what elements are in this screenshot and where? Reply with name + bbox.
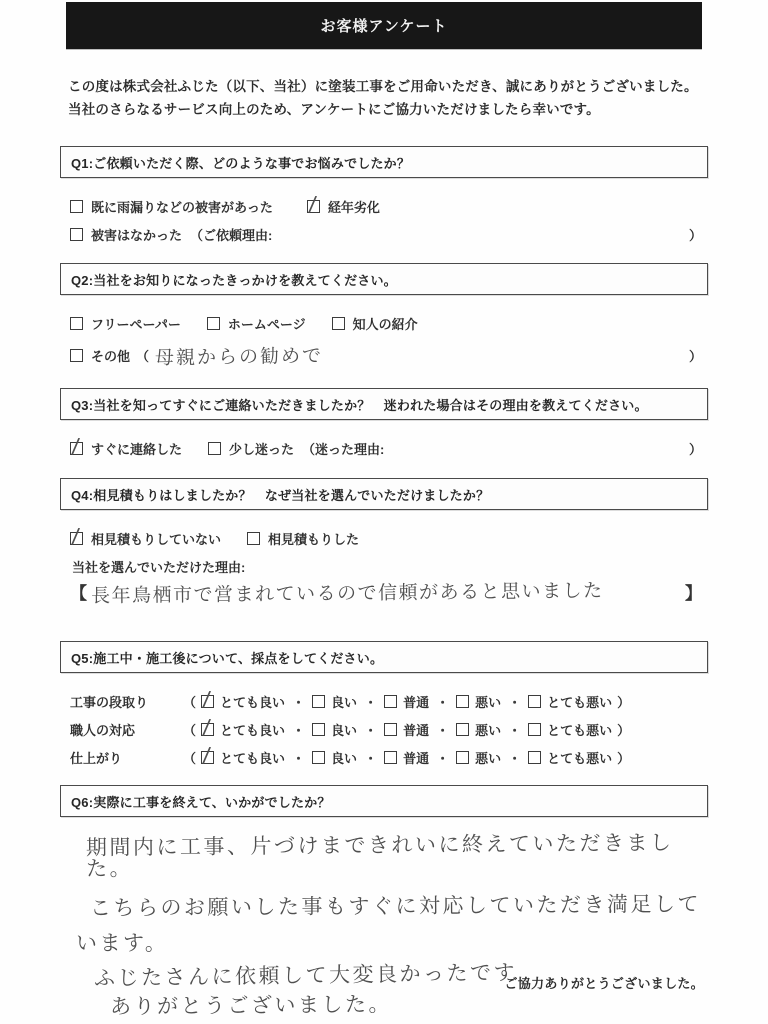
q4-option-no-other-quotes [70, 523, 222, 549]
q5-row3-bad-checkbox[interactable] [456, 751, 469, 764]
q5-row3-very-good-checkbox[interactable] [201, 742, 214, 768]
separator-dot: ・ [364, 750, 378, 766]
q5-row3-good [312, 748, 357, 767]
q2-option-referral-label: 知人の紹介 [352, 316, 418, 332]
q4-bracket-open: 【 [70, 583, 87, 603]
q5-row1-very-bad [528, 692, 612, 711]
q5-body [60, 673, 708, 767]
q2-other-checkbox[interactable] [70, 349, 83, 362]
question-q4 [60, 478, 708, 605]
q3-body [60, 420, 708, 458]
q6-handwritten-line-2: こちらのお願いした事もすぐに対応していただき満足して [89, 891, 702, 921]
q5-rating-label: 良い [331, 750, 358, 766]
q2-body [60, 295, 708, 369]
q2-other-open-paren: （ [136, 348, 150, 364]
q5-row-finish [70, 742, 702, 768]
q1-close-paren: ） [688, 227, 702, 243]
q5-row1-label: 工事の段取り [70, 694, 149, 710]
header-bar [66, 2, 702, 49]
separator-dot: ・ [508, 694, 522, 710]
q1-option-damage [70, 197, 273, 216]
q1-no-damage-checkbox[interactable] [70, 228, 83, 241]
q3-option-hesitated [208, 439, 294, 458]
q5-row2-good-checkbox[interactable] [312, 723, 325, 736]
q4-body [60, 510, 708, 605]
q6-handwritten-line-3: います。 [76, 930, 169, 955]
q1-reason-label: （ご依頼理由: [190, 227, 273, 243]
checkmark: / [201, 686, 212, 712]
q5-row3-open-paren: （ [183, 750, 197, 766]
q3-option-contacted-immediately [70, 433, 183, 459]
q5-row2-very-bad [528, 720, 612, 739]
question-q5 [60, 641, 708, 767]
q5-row2-very-bad-checkbox[interactable] [528, 723, 541, 736]
q5-row3-very-bad-checkbox[interactable] [528, 751, 541, 764]
q5-row-scheduling [70, 686, 702, 712]
q5-row2-very-good [201, 714, 286, 740]
q1-options-row-2 [70, 225, 702, 244]
q5-row3-bad [456, 748, 501, 767]
q2-option-other-label: その他 [91, 348, 131, 364]
q2-option-free-paper-label: フリーペーパー [91, 316, 181, 332]
q3-option-immediately-label: すぐに連絡した [91, 441, 183, 457]
q5-rating-label: とても良い [220, 750, 286, 766]
q2-other-close-paren: ） [688, 348, 702, 364]
checkmark: / [307, 191, 318, 217]
q2-option-referral [332, 314, 418, 333]
intro-line-2: 当社のさらなるサービス向上のため、アンケートにご協力いただけましたら幸いです。 [68, 101, 600, 117]
page-title: お客様アンケート [320, 18, 448, 35]
q5-row-workers [70, 714, 702, 740]
q2-free-paper-checkbox[interactable] [70, 317, 83, 330]
q5-row2-label: 職人の対応 [70, 722, 136, 738]
q1-title: Q1:ご依頼いただく際、どのような事でお悩みでしたか？ [71, 155, 411, 171]
separator-dot: ・ [436, 750, 450, 766]
q5-row1-good-checkbox[interactable] [312, 695, 325, 708]
q5-row1-normal [384, 692, 429, 711]
q5-title-box [60, 641, 708, 673]
q4-got-quotes-checkbox[interactable] [247, 532, 260, 545]
q1-body [60, 178, 708, 244]
separator-dot: ・ [292, 750, 306, 766]
q5-title: Q5:施工中・施工後について、採点をしてください。 [71, 650, 384, 666]
q5-row2-close-paren: ） [617, 722, 631, 738]
question-q2 [60, 263, 708, 369]
q4-reason-label: 当社を選んでいただけた理由: [72, 559, 246, 575]
q3-close-paren: ） [688, 441, 702, 457]
q3-reason-label: （迷った理由: [302, 441, 385, 457]
separator-dot: ・ [436, 694, 450, 710]
checkmark: / [201, 742, 212, 768]
q6-handwritten-line-4: ふじたさんに依頼して大変良かったです [93, 960, 518, 991]
q5-row1-good [312, 692, 357, 711]
separator-dot: ・ [508, 722, 522, 738]
q1-damage-checkbox[interactable] [70, 200, 83, 213]
q5-rating-label: 普通 [403, 750, 430, 766]
q4-reason-answer-line [70, 578, 702, 605]
q2-options-row-1 [70, 314, 702, 333]
q5-rating-label: 悪い [475, 722, 502, 738]
q5-row2-normal-checkbox[interactable] [384, 723, 397, 736]
q2-referral-checkbox[interactable] [332, 317, 345, 330]
q5-rating-label: とても良い [220, 722, 286, 738]
separator-dot: ・ [292, 722, 306, 738]
q5-rating-label: とても悪い [547, 694, 613, 710]
q5-row1-bad [456, 692, 501, 711]
q2-option-free-paper [70, 314, 181, 333]
checkmark: / [70, 523, 81, 549]
q4-options-row [70, 523, 702, 549]
intro-text [68, 76, 708, 122]
q5-row2-very-good-checkbox[interactable] [201, 714, 214, 740]
q5-rating-label: 悪い [475, 694, 502, 710]
separator-dot: ・ [508, 750, 522, 766]
separator-dot: ・ [364, 722, 378, 738]
q5-row3-good-checkbox[interactable] [312, 751, 325, 764]
q1-option-no-damage-label: 被害はなかった [91, 227, 183, 243]
q5-row1-bad-checkbox[interactable] [456, 695, 469, 708]
q6-handwritten-line-5: ありがとうございました。 [109, 992, 393, 1019]
footer-thanks-note: ご協力ありがとうございました。 [504, 976, 704, 991]
q5-rating-label: 良い [331, 722, 358, 738]
q1-option-no-damage [70, 225, 182, 244]
q5-rating-label: とても悪い [547, 750, 613, 766]
q1-option-aging-label: 経年劣化 [327, 199, 380, 215]
q6-handwritten-line-1: 期間内に工事、片づけまできれいに終えていただきました。 [85, 830, 674, 881]
separator-dot: ・ [436, 722, 450, 738]
q5-row3-normal [384, 748, 429, 767]
q2-option-homepage [207, 314, 306, 333]
q5-row1-very-bad-checkbox[interactable] [528, 695, 541, 708]
q5-row3-label: 仕上がり [70, 750, 123, 766]
q5-rating-label: とても良い [220, 694, 286, 710]
q5-row2-good [312, 720, 357, 739]
q5-rating-label: 普通 [403, 694, 430, 710]
q4-handwritten-reason: 長年鳥栖市で営まれているので信頼があると思いました [90, 579, 604, 607]
q1-options-row-1 [70, 191, 702, 217]
q5-row3-very-bad [528, 748, 612, 767]
q4-bracket-close: 】 [685, 583, 702, 603]
q2-other-handwritten-answer: 母親からの勧めで [154, 344, 324, 370]
q5-row3-very-good [201, 742, 286, 768]
q5-row1-very-good [201, 686, 286, 712]
separator-dot: ・ [364, 694, 378, 710]
q2-title-box [60, 263, 708, 295]
q5-row2-bad-checkbox[interactable] [456, 723, 469, 736]
q3-hesitated-checkbox[interactable] [208, 442, 221, 455]
q5-row3-normal-checkbox[interactable] [384, 751, 397, 764]
q6-title: Q6:実際に工事を終えて、いかがでしたか？ [71, 794, 331, 810]
q4-title: Q4:相見積もりはしましたか？ なぜ当社を選んでいただけましたか？ [71, 487, 490, 503]
q5-row1-open-paren: （ [183, 694, 197, 710]
q1-title-box [60, 146, 708, 178]
q5-row1-very-good-checkbox[interactable] [201, 686, 214, 712]
q1-option-aging [307, 191, 380, 217]
q5-row2-open-paren: （ [183, 722, 197, 738]
q2-options-row-2 [70, 342, 702, 369]
q4-option-got-quotes-label: 相見積もりした [268, 531, 360, 547]
q4-option-no-quotes-label: 相見積もりしていない [91, 531, 222, 547]
intro-line-1: この度は株式会社ふじた（以下、当社）に塗装工事をご用命いただき、誠にありがとうございました。 [68, 79, 698, 94]
q4-title-box [60, 478, 708, 510]
q2-option-other [70, 346, 130, 365]
question-q3 [60, 388, 708, 458]
q3-option-hesitated-label: 少し迷った [229, 441, 295, 457]
q5-rating-label: 良い [331, 694, 358, 710]
q2-option-homepage-label: ホームページ [227, 316, 306, 332]
separator-dot: ・ [292, 694, 306, 710]
q3-title: Q3:当社を知ってすぐにご連絡いただきましたか？ 迷われた場合はその理由を教えてください。 [71, 397, 648, 413]
q5-rating-label: とても悪い [547, 722, 613, 738]
q2-title: Q2:当社をお知りになったきっかけを教えてください。 [71, 272, 397, 288]
question-q1 [60, 146, 708, 244]
q5-row1-normal-checkbox[interactable] [384, 695, 397, 708]
checkmark: / [201, 714, 212, 740]
q5-row1-close-paren: ） [617, 694, 631, 710]
q1-aging-checkbox[interactable] [307, 191, 320, 217]
q2-homepage-checkbox[interactable] [207, 317, 220, 330]
q5-row2-normal [384, 720, 429, 739]
checkmark: / [70, 433, 81, 459]
q4-option-got-quotes [247, 529, 359, 548]
q5-rating-label: 悪い [475, 750, 502, 766]
q4-no-quotes-checkbox[interactable] [70, 523, 83, 549]
q5-row2-bad [456, 720, 501, 739]
q3-immediately-checkbox[interactable] [70, 433, 83, 459]
q5-rating-label: 普通 [403, 722, 430, 738]
q5-row3-close-paren: ） [617, 750, 631, 766]
q6-title-box [60, 785, 708, 817]
q3-title-box [60, 388, 708, 420]
q3-options-row [70, 433, 702, 459]
q1-option-damage-label: 既に雨漏りなどの被害があった [91, 199, 273, 215]
